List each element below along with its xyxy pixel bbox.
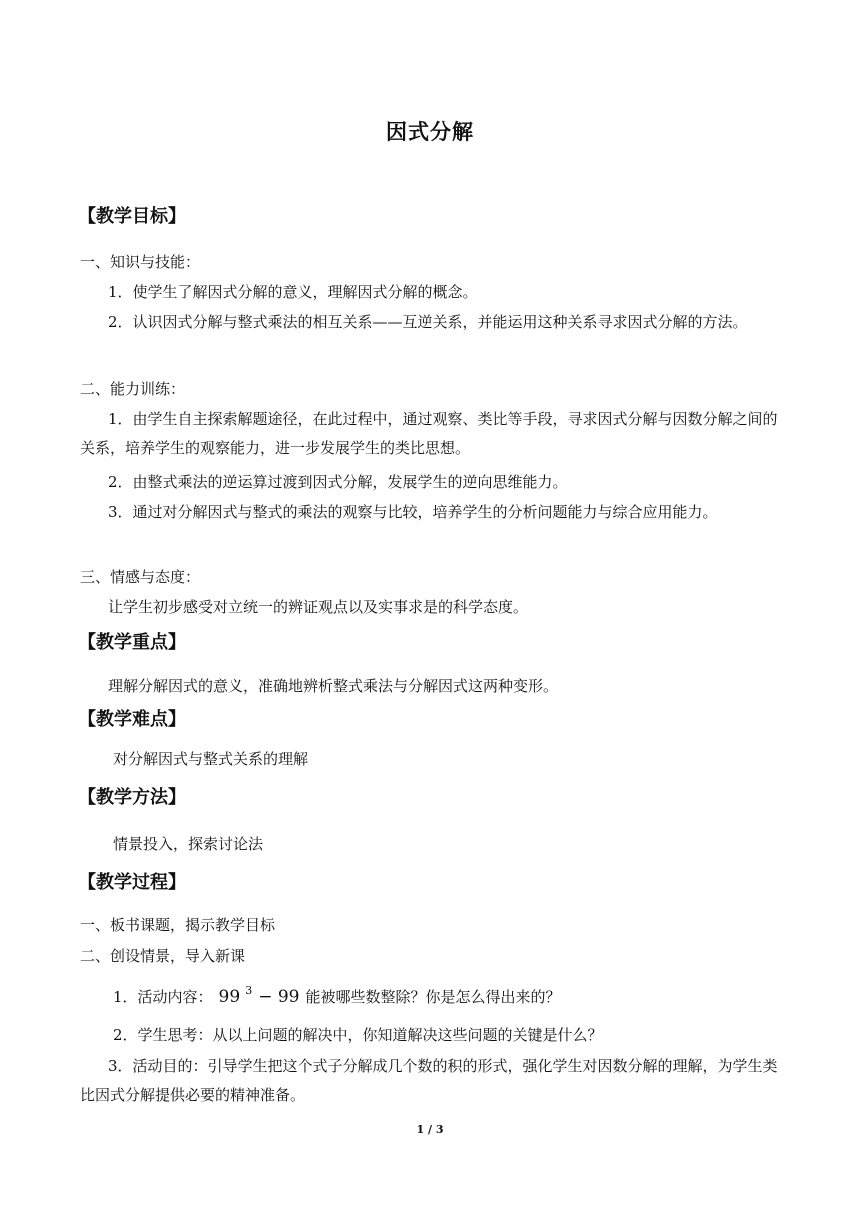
keypoints-heading: 【教学重点】 xyxy=(78,632,186,653)
process-step-1: 一、板书课题，揭示教学目标 xyxy=(80,916,276,934)
ability-item-2: 2．由整式乘法的逆运算过渡到因式分解，发展学生的逆向思维能力。 xyxy=(108,473,568,491)
page-number: 1 / 3 xyxy=(416,1123,444,1136)
activity-suffix: 能被哪些数整除？你是怎么得出来的？ xyxy=(305,988,561,1006)
purpose-paragraph: 3．活动目的：引导学生把这个式子分解成几个数的积的形式，强化学生对因数分解的理解，为学生类比因式分解提供必要的精神准备。 xyxy=(80,1057,778,1104)
page-title: 因式分解 xyxy=(386,119,474,144)
keypoints-text: 理解分解因式的意义，准确地辨析整式乘法与分解因式这两种变形。 xyxy=(108,677,559,695)
math-rest: − 99 xyxy=(258,987,300,1007)
activity-prefix: 1．活动内容： xyxy=(113,988,213,1006)
ability-label: 二、能力训练： xyxy=(80,380,186,398)
difficulties-text: 对分解因式与整式关系的理解 xyxy=(113,750,309,768)
attitude-item-1: 让学生初步感受对立统一的辨证观点以及实事求是的科学态度。 xyxy=(108,598,529,616)
math-expression xyxy=(218,984,300,1007)
knowledge-label: 一、知识与技能： xyxy=(80,253,201,271)
knowledge-item-1: 1．使学生了解因式分解的意义，理解因式分解的概念。 xyxy=(108,283,478,301)
thinking-line: 2．学生思考：从以上问题的解决中，你知道解决这些问题的关键是什么？ xyxy=(113,1026,603,1044)
ability-item-3: 3．通过对分解因式与整式的乘法的观察与比较，培养学生的分析问题能力与综合应用能力。 xyxy=(108,503,718,521)
activity-line xyxy=(113,980,560,1008)
knowledge-item-2: 2．认识因式分解与整式乘法的相互关系——互逆关系，并能运用这种关系寻求因式分解的方法。 xyxy=(108,313,748,331)
methods-text: 情景投入，探索讨论法 xyxy=(113,835,264,853)
math-exponent: 3 xyxy=(245,984,253,997)
math-base: 99 xyxy=(218,987,241,1007)
goals-heading: 【教学目标】 xyxy=(78,206,186,227)
methods-heading: 【教学方法】 xyxy=(78,787,186,808)
ability-item-1: 1．由学生自主探索解题途径，在此过程中，通过观察、类比等手段，寻求因式分解与因数分解之间的关系，培养学生的观察能力，进一步发展学生的类比思想。 xyxy=(80,410,778,457)
difficulties-heading: 【教学难点】 xyxy=(78,709,186,730)
attitude-label: 三、情感与态度： xyxy=(80,568,201,586)
process-heading: 【教学过程】 xyxy=(78,872,186,893)
process-step-2: 二、创设情景，导入新课 xyxy=(80,947,246,965)
